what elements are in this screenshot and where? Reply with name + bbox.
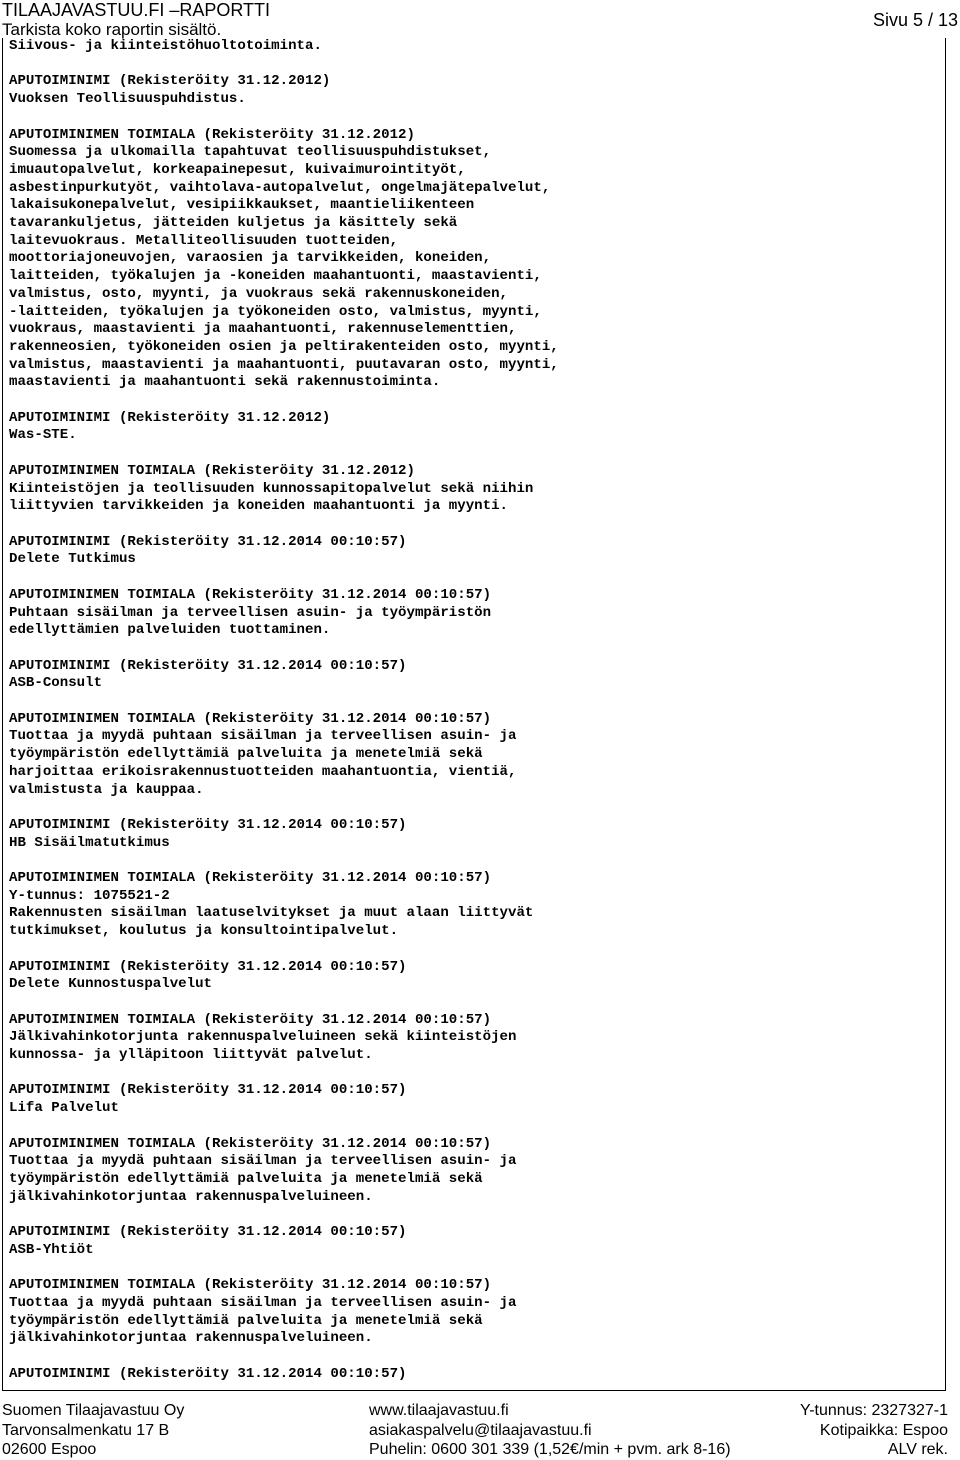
blank-line <box>9 1260 944 1278</box>
text-line: APUTOIMINIMEN TOIMIALA (Rekisteröity 31.12.2012) <box>9 126 415 143</box>
text-line: Siivous- ja kiinteistöhuoltotoiminta. <box>9 38 322 54</box>
text-line: työympäristön edellyttämiä palveluita ja menetelmiä sekä <box>9 1171 483 1187</box>
text-line: laitevuokraus. Metalliteollisuuden tuotteiden, <box>9 232 399 249</box>
text-line: Was-STE. <box>9 427 77 444</box>
footer-website-link[interactable]: www.tilaajavastuu.fi <box>369 1402 509 1419</box>
blank-line <box>9 109 944 127</box>
text-line: moottoriajoneuvojen, varaosien ja tarvikkeiden, koneiden, <box>9 250 492 267</box>
text-line: APUTOIMINIMEN TOIMIALA (Rekisteröity 31.12.2014 00:10:57) <box>9 710 492 727</box>
text-line: -laitteiden, työkalujen ja työkoneiden osto, valmistus, myynti, <box>9 303 542 320</box>
text-line: Delete Tutkimus <box>9 551 136 568</box>
blank-line <box>9 1118 944 1136</box>
text-line: työympäristön edellyttämiä palveluita ja menetelmiä sekä <box>9 746 483 763</box>
text-line: tavarankuljetus, jätteiden kuljetus ja käsittely sekä <box>9 215 458 232</box>
text-line: jälkivahinkotorjuntaa rakennuspalveluineen. <box>9 1330 373 1347</box>
text-line: asbestinpurkutyöt, vaihtolava-autopalvelut, ongelmajätepalvelut, <box>9 179 551 196</box>
blank-line <box>9 693 944 711</box>
text-line: jälkivahinkotorjuntaa rakennuspalveluineen. <box>9 1188 373 1205</box>
text-line: APUTOIMINIMI (Rekisteröity 31.12.2014 00:10:57) <box>9 1365 407 1382</box>
report-subtitle: Tarkista koko raportin sisältö. <box>2 20 222 39</box>
blank-line <box>9 994 944 1012</box>
text-line: valmistusta ja kauppaa. <box>9 781 204 798</box>
text-line: tutkimukset, koulutus ja konsultointipalvelut. <box>9 923 399 940</box>
blank-line <box>9 56 944 74</box>
text-line: valmistus, osto, myynti, ja vuokraus sekä rakennuskoneiden, <box>9 285 508 302</box>
text-line: APUTOIMINIMI (Rekisteröity 31.12.2014 00:10:57) <box>9 533 407 550</box>
blank-line <box>9 1348 944 1366</box>
text-line: Y-tunnus: 1075521-2 <box>9 887 170 904</box>
text-line: rakenneosien, työkoneiden osien ja peltirakenteiden osto, myynti, <box>9 338 559 355</box>
text-line: Tuottaa ja myydä puhtaan sisäilman ja terveellisen asuin- ja <box>9 1294 517 1311</box>
text-line: Jälkivahinkotorjunta rakennuspalveluineen sekä kiinteistöjen <box>9 1029 517 1046</box>
blank-line <box>9 640 944 658</box>
text-line: kunnossa- ja ylläpitoon liittyvät palvelut. <box>9 1047 373 1064</box>
footer-company-street: Tarvonsalmenkatu 17 B <box>2 1421 170 1439</box>
blank-line <box>9 445 944 463</box>
footer-vat: ALV rek. <box>887 1441 948 1458</box>
text-line: APUTOIMINIMI (Rekisteröity 31.12.2012) <box>9 73 331 90</box>
blank-line <box>9 852 944 870</box>
text-line: APUTOIMINIMI (Rekisteröity 31.12.2012) <box>9 409 331 426</box>
text-line: Vuoksen Teollisuuspuhdistus. <box>9 91 246 108</box>
footer-business-id: Y-tunnus: 2327327-1 <box>800 1402 948 1419</box>
text-line: APUTOIMINIMI (Rekisteröity 31.12.2014 00:10:57) <box>9 958 407 975</box>
text-line: ASB-Yhtiöt <box>9 1241 94 1258</box>
text-line: APUTOIMINIMI (Rekisteröity 31.12.2014 00:10:57) <box>9 1224 407 1241</box>
text-line: maastavienti ja maahantuonti sekä rakennustoiminta. <box>9 374 441 391</box>
text-line: APUTOIMINIMEN TOIMIALA (Rekisteröity 31.12.2012) <box>9 462 415 479</box>
text-line: APUTOIMINIMEN TOIMIALA (Rekisteröity 31.12.2014 00:10:57) <box>9 1135 492 1152</box>
text-line: edellyttämien palveluiden tuottaminen. <box>9 622 331 639</box>
blank-line <box>9 941 944 959</box>
footer-phone: Puhelin: 0600 301 339 (1,52€/min + pvm. ark 8-16) <box>369 1441 731 1458</box>
text-line: APUTOIMINIMI (Rekisteröity 31.12.2014 00:10:57) <box>9 816 407 833</box>
text-line: ASB-Consult <box>9 675 103 692</box>
text-line: HB Sisäilmatutkimus <box>9 834 170 851</box>
report-title: TILAAJAVASTUU.FI –RAPORTTI <box>2 0 271 20</box>
footer-company-name: Suomen Tilaajavastuu Oy <box>2 1402 185 1419</box>
text-line: Kiinteistöjen ja teollisuuden kunnossapitopalvelut sekä niihin <box>9 480 534 497</box>
blank-line <box>9 1206 944 1224</box>
text-line: imuautopalvelut, korkeapainepesut, kuivaimurointityöt, <box>9 161 466 178</box>
text-line: vuokraus, maastavienti ja maahantuonti, rakennuselementtien, <box>9 321 517 338</box>
text-line: APUTOIMINIMI (Rekisteröity 31.12.2014 00:10:57) <box>9 1082 407 1099</box>
text-line: APUTOIMINIMI (Rekisteröity 31.12.2014 00:10:57) <box>9 657 407 674</box>
text-line: liittyvien tarvikkeiden ja koneiden maahantuonti ja myynti. <box>9 498 508 515</box>
text-line: Lifa Palvelut <box>9 1100 119 1117</box>
text-line: lakaisukonepalvelut, vesipiikkaukset, maantieliikenteen <box>9 197 475 214</box>
blank-line <box>9 516 944 534</box>
text-line: Puhtaan sisäilman ja terveellisen asuin- ja työympäristön <box>9 604 492 621</box>
text-line: Delete Kunnostuspalvelut <box>9 976 212 993</box>
page-header <box>0 0 960 40</box>
text-line: APUTOIMINIMEN TOIMIALA (Rekisteröity 31.12.2014 00:10:57) <box>9 1277 492 1294</box>
text-line: Rakennusten sisäilman laatuselvitykset ja muut alaan liittyvät <box>9 905 534 922</box>
footer-contact <box>369 1401 731 1460</box>
blank-line <box>9 1065 944 1083</box>
text-line: Tuottaa ja myydä puhtaan sisäilman ja terveellisen asuin- ja <box>9 728 517 745</box>
blank-line <box>9 569 944 587</box>
text-line: APUTOIMINIMEN TOIMIALA (Rekisteröity 31.12.2014 00:10:57) <box>9 870 492 887</box>
text-line: laitteiden, työkalujen ja -koneiden maahantuonti, maastavienti, <box>9 268 542 285</box>
text-line: APUTOIMINIMEN TOIMIALA (Rekisteröity 31.12.2014 00:10:57) <box>9 586 492 603</box>
footer-email-link[interactable]: asiakaspalvelu@tilaajavastuu.fi <box>369 1421 592 1439</box>
text-line: valmistus, maastavienti ja maahantuonti, puutavaran osto, myynti, <box>9 356 559 373</box>
footer-company <box>2 1401 184 1460</box>
text-line: APUTOIMINIMEN TOIMIALA (Rekisteröity 31.12.2014 00:10:57) <box>9 1011 492 1028</box>
text-line: Suomessa ja ulkomailla tapahtuvat teollisuuspuhdistukset, <box>9 144 492 161</box>
blank-line <box>9 799 944 817</box>
text-line: Tuottaa ja myydä puhtaan sisäilman ja terveellisen asuin- ja <box>9 1153 517 1170</box>
report-body <box>9 38 944 1383</box>
text-line: harjoittaa erikoisrakennustuotteiden maahantuontia, vientiä, <box>9 763 517 780</box>
footer-domicile: Kotipaikka: Espoo <box>819 1421 948 1439</box>
text-line: työympäristön edellyttämiä palveluita ja menetelmiä sekä <box>9 1312 483 1329</box>
footer-company-city: 02600 Espoo <box>2 1441 97 1458</box>
blank-line <box>9 392 944 410</box>
page-number: Sivu 5 / 13 <box>872 10 958 30</box>
footer-registration <box>800 1401 948 1460</box>
